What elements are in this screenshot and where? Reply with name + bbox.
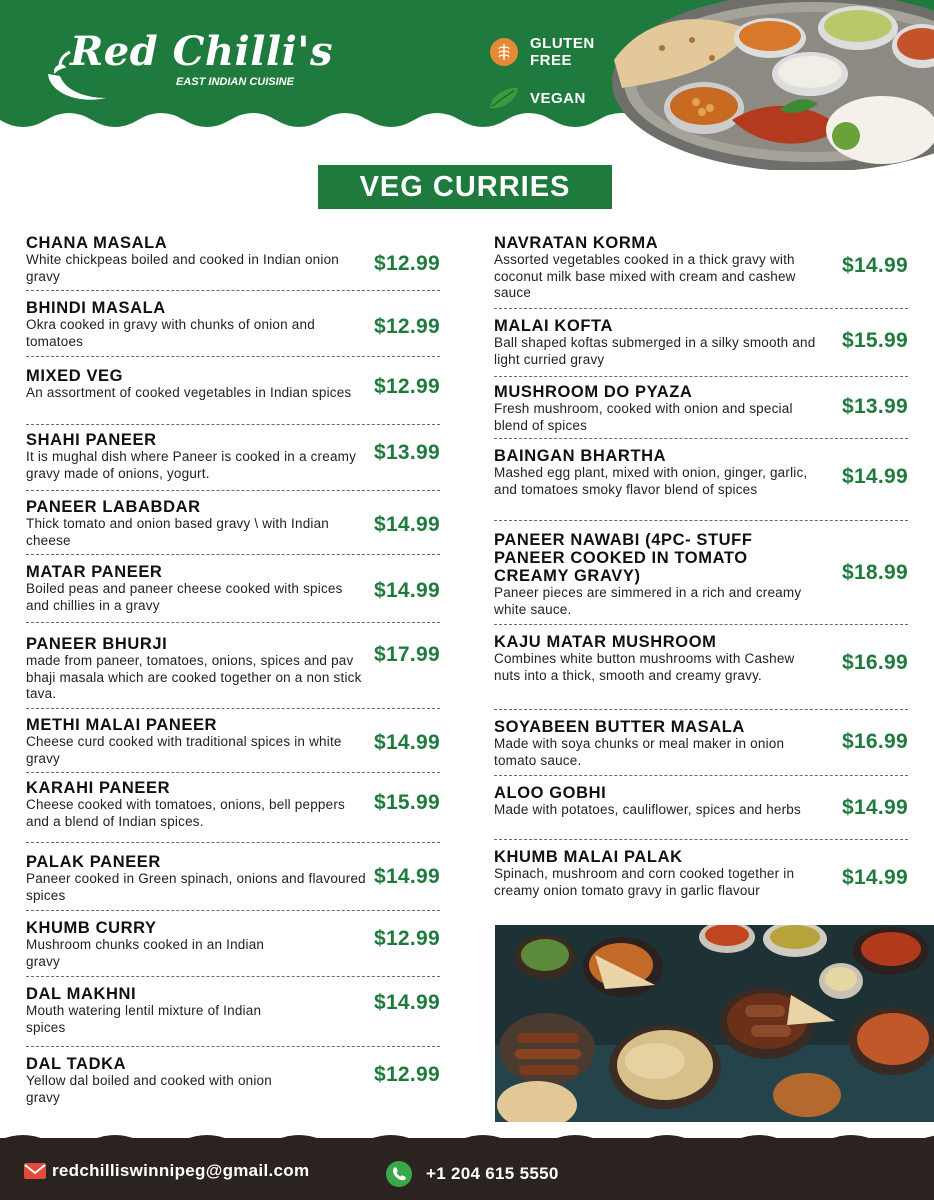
vegan-label: VEGAN: [530, 89, 586, 107]
diet-badges: [488, 36, 595, 128]
item-price: $15.99: [373, 791, 440, 814]
item-name: BHINDI MASALA: [26, 299, 166, 317]
menu-item[interactable]: [494, 232, 908, 309]
item-name: DAL TADKA: [26, 1055, 127, 1073]
item-description: Boiled peas and paneer cheese cooked with spices and chillies in a gravy: [26, 581, 343, 613]
menu-item[interactable]: [26, 977, 440, 1047]
phone-text[interactable]: +1 204 615 5550: [426, 1164, 559, 1183]
gluten-free-badge: [488, 36, 595, 68]
mail-icon: [24, 1163, 46, 1179]
item-name: BAINGAN BHARTHA: [494, 447, 667, 465]
item-description: Fresh mushroom, cooked with onion and special blend of spices: [494, 401, 793, 433]
item-description: made from paneer, tomatoes, onions, spices and pav bhaji masala which are cooked together on a non stick tava.: [26, 653, 362, 701]
menu-item[interactable]: [494, 439, 908, 521]
item-price: $18.99: [841, 561, 908, 584]
item-price: $17.99: [373, 643, 440, 666]
item-name: CHANA MASALA: [26, 234, 168, 252]
item-price: $12.99: [373, 315, 440, 338]
menu-item[interactable]: [494, 521, 908, 625]
item-price: $14.99: [841, 254, 908, 277]
item-price: $14.99: [841, 465, 908, 488]
item-name: DAL MAKHNI: [26, 985, 137, 1003]
item-name: NAVRATAN KORMA: [494, 234, 659, 252]
item-description: Thick tomato and onion based gravy \ with Indian cheese: [26, 516, 330, 548]
item-description: Cheese cooked with tomatoes, onions, bell peppers and a blend of Indian spices.: [26, 797, 345, 829]
gluten-label-line2: FREE: [530, 52, 573, 69]
item-description: Mouth watering lentil mixture of Indian spices: [26, 1003, 262, 1035]
item-name: SOYABEEN BUTTER MASALA: [494, 718, 745, 736]
item-description: Paneer pieces are simmered in a rich and creamy white sauce.: [494, 585, 802, 617]
item-description: It is mughal dish where Paneer is cooked in a creamy gravy made of onions, yogurt.: [26, 449, 357, 481]
menu-item[interactable]: [494, 377, 908, 439]
item-price: $12.99: [373, 375, 440, 398]
item-description: Mushroom chunks cooked in an Indian gravy: [26, 937, 265, 969]
menu-item[interactable]: [26, 425, 440, 491]
menu-item[interactable]: [26, 709, 440, 773]
menu-item[interactable]: [26, 555, 440, 623]
item-price: $14.99: [373, 991, 440, 1014]
item-price: $14.99: [841, 796, 908, 819]
menu-item[interactable]: [26, 491, 440, 555]
menu-item[interactable]: [494, 309, 908, 377]
item-name: MUSHROOM DO PYAZA: [494, 383, 693, 401]
item-name: PALAK PANEER: [26, 853, 161, 871]
item-name: MALAI KOFTA: [494, 317, 614, 335]
menu-column-left: [26, 232, 440, 1107]
item-description: Yellow dal boiled and cooked with onion gravy: [26, 1073, 272, 1105]
item-price: $15.99: [841, 329, 908, 352]
section-title-banner: [318, 165, 612, 209]
item-name: MIXED VEG: [26, 367, 124, 385]
brand-name: Red Chilli's: [70, 28, 334, 75]
item-name: KHUMB MALAI PALAK: [494, 848, 683, 866]
item-name: METHI MALAI PANEER: [26, 716, 218, 734]
item-price: $12.99: [373, 927, 440, 950]
email-text[interactable]: redchilliswinnipeg@gmail.com: [52, 1161, 310, 1180]
contact-phone[interactable]: [386, 1161, 559, 1187]
item-price: $14.99: [373, 865, 440, 888]
item-description: Spinach, mushroom and corn cooked together in creamy onion tomato gravy in garlic flavour: [494, 866, 795, 898]
item-description: Assorted vegetables cooked in a thick gravy with coconut milk base mixed with cream and cashew sauce: [494, 252, 796, 300]
menu-item[interactable]: [26, 623, 440, 709]
item-name: MATAR PANEER: [26, 563, 163, 581]
item-price: $12.99: [373, 1063, 440, 1086]
wheat-icon: [488, 36, 520, 68]
item-description: Made with potatoes, cauliflower, spices and herbs: [494, 802, 801, 817]
menu-item[interactable]: [26, 773, 440, 843]
food-platter-image: [612, 0, 934, 170]
menu-item[interactable]: [26, 232, 440, 291]
item-price: $13.99: [373, 441, 440, 464]
vegan-badge: [488, 82, 595, 114]
item-price: $14.99: [841, 866, 908, 889]
menu-item[interactable]: [26, 911, 440, 977]
item-price: $16.99: [841, 730, 908, 753]
menu-item[interactable]: [494, 710, 908, 776]
item-name: KAJU MATAR MUSHROOM: [494, 633, 717, 651]
phone-icon: [386, 1161, 412, 1187]
section-title: VEG CURRIES: [359, 170, 571, 203]
item-description: Mashed egg plant, mixed with onion, ginger, garlic, and tomatoes smoky flavor blend of spices: [494, 465, 808, 497]
gluten-label-line1: GLUTEN: [530, 35, 595, 52]
item-name: ALOO GOBHI: [494, 784, 607, 802]
menu-item[interactable]: [494, 625, 908, 710]
item-name: PANEER LABABDAR: [26, 498, 201, 516]
menu-item[interactable]: [26, 291, 440, 357]
menu-item[interactable]: [494, 776, 908, 840]
item-description: Okra cooked in gravy with chunks of onion and tomatoes: [26, 317, 315, 349]
item-name: KHUMB CURRY: [26, 919, 157, 937]
item-name: PANEER BHURJI: [26, 635, 168, 653]
item-description: Ball shaped koftas submerged in a silky smooth and light curried gravy: [494, 335, 816, 367]
menu-item[interactable]: [26, 843, 440, 911]
item-price: $14.99: [373, 579, 440, 602]
menu-item[interactable]: [26, 1047, 440, 1107]
item-price: $16.99: [841, 651, 908, 674]
item-name: KARAHI PANEER: [26, 779, 171, 797]
item-description: An assortment of cooked vegetables in Indian spices: [26, 385, 352, 400]
menu-item[interactable]: [26, 357, 440, 425]
menu-column-right: [494, 232, 908, 924]
item-description: Paneer cooked in Green spinach, onions and flavoured spices: [26, 871, 366, 903]
food-spread-photo: [495, 925, 934, 1122]
brand-tagline: EAST INDIAN CUISINE: [176, 76, 294, 88]
item-price: $14.99: [373, 731, 440, 754]
item-name: SHAHI PANEER: [26, 431, 157, 449]
contact-email[interactable]: [24, 1161, 309, 1181]
item-name: PANEER NAWABI (4PC- STUFF PANEER COOKED IN TOMATO CREAMY GRAVY): [494, 531, 753, 585]
menu-item[interactable]: [494, 840, 908, 924]
item-price: $12.99: [373, 252, 440, 275]
item-description: White chickpeas boiled and cooked in Indian onion gravy: [26, 252, 340, 284]
item-description: Cheese curd cooked with traditional spices in white gravy: [26, 734, 342, 766]
brand-logo[interactable]: [40, 28, 334, 108]
item-description: Combines white button mushrooms with Cashew nuts into a thick, smooth and creamy gravy.: [494, 651, 795, 683]
leaf-icon: [488, 82, 520, 114]
item-description: Made with soya chunks or meal maker in onion tomato sauce.: [494, 736, 785, 768]
item-price: $13.99: [841, 395, 908, 418]
item-price: $14.99: [373, 513, 440, 536]
